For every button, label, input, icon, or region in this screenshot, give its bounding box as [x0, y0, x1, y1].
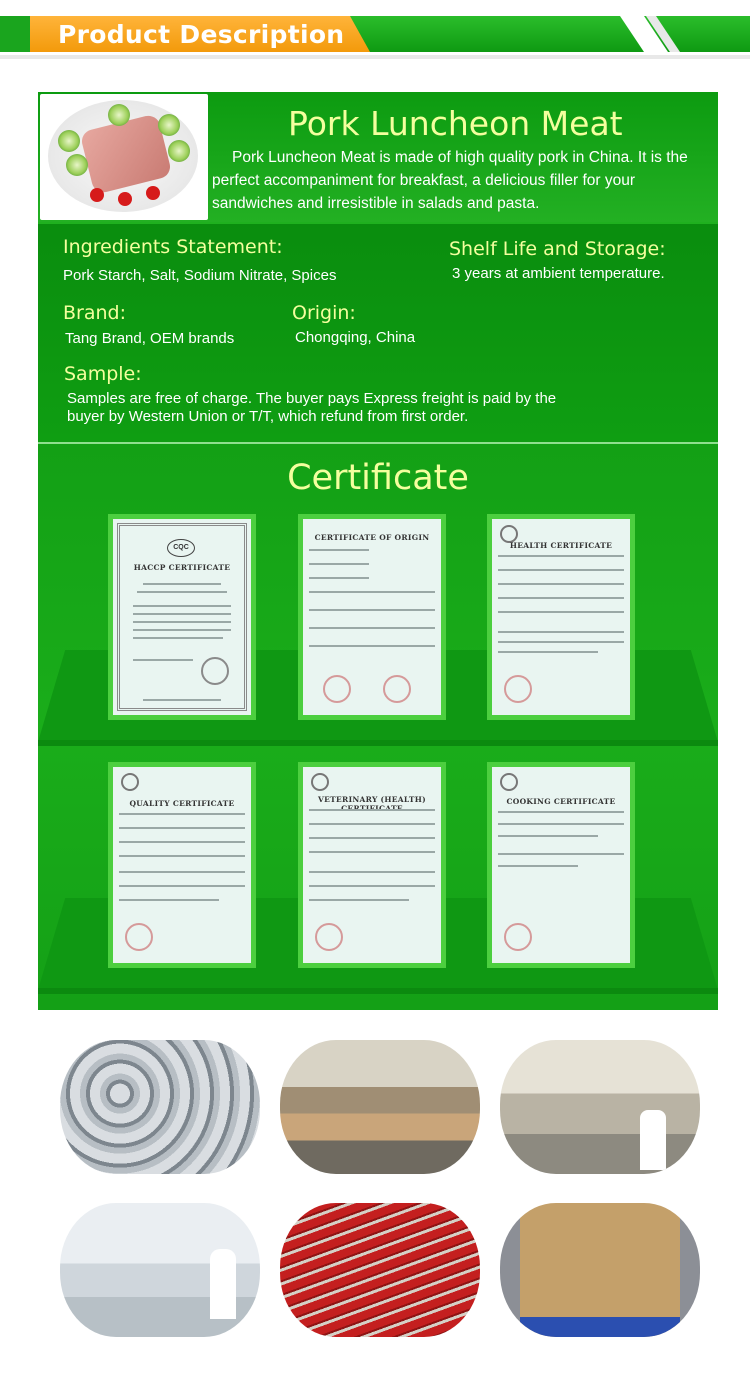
ingredients-heading: Ingredients Statement:: [63, 236, 283, 258]
emblem-icon: [311, 773, 329, 791]
text-line: [498, 853, 624, 855]
certificate-card[interactable]: [298, 762, 446, 968]
text-line: [498, 597, 624, 599]
text-line: [498, 835, 598, 837]
text-line: [133, 605, 231, 607]
certificate-heading: QUALITY CERTIFICATE: [129, 799, 235, 808]
text-line: [498, 631, 624, 633]
certificate-heading: COOKING CERTIFICATE: [506, 797, 616, 806]
text-line: [498, 641, 624, 643]
emblem-icon: [121, 773, 139, 791]
certificate-document: [303, 767, 441, 963]
text-line: [309, 809, 435, 811]
text-line: [309, 851, 435, 853]
cucumber-slice: [158, 114, 180, 136]
product-photo: [40, 94, 208, 220]
brand-heading: Brand:: [63, 302, 126, 324]
text-line: [119, 871, 245, 873]
text-line: [133, 613, 231, 615]
text-line: [309, 885, 435, 887]
text-line: [143, 583, 221, 585]
stamp-icon: [383, 675, 411, 703]
text-line: [133, 659, 193, 661]
text-line: [119, 899, 219, 901]
seal-icon: [201, 657, 229, 685]
certificate-card[interactable]: [487, 514, 635, 720]
sample-text: Samples are free of charge. The buyer pays Express freight is paid by the buyer by Western Union or T/T, which refund from first order.: [67, 390, 557, 425]
product-panel: [38, 92, 718, 1010]
certificate-document: [113, 767, 251, 963]
shelf-life-text: 3 years at ambient temperature.: [452, 265, 665, 282]
text-line: [309, 899, 409, 901]
text-line: [133, 621, 231, 623]
ingredients-text: Pork Starch, Salt, Sodium Nitrate, Spices: [63, 267, 337, 284]
factory-photo-cans: [60, 1040, 260, 1174]
text-line: [309, 549, 369, 551]
certificate-card[interactable]: [487, 762, 635, 968]
factory-photo-warehouse: [280, 1203, 480, 1337]
text-line: [133, 629, 231, 631]
stamp-icon: [315, 923, 343, 951]
shelf-edge: [38, 740, 718, 746]
cucumber-slice: [168, 140, 190, 162]
text-line: [498, 555, 624, 557]
shelf-life-heading: Shelf Life and Storage:: [449, 238, 666, 260]
text-line: [309, 591, 435, 593]
certificate-heading: HEALTH CERTIFICATE: [509, 541, 613, 550]
cqc-logo-icon: CQC: [167, 539, 195, 557]
tomato: [90, 188, 104, 202]
text-line: [498, 611, 624, 613]
certificate-heading: CERTIFICATE OF ORIGIN: [314, 533, 430, 542]
certificate-document: [113, 519, 251, 715]
factory-photo-container-loading: [500, 1203, 700, 1337]
text-line: [119, 827, 245, 829]
product-description: Pork Luncheon Meat is made of high quality pork in China. It is the perfect accompaniment for breakfast, a delicious filler for your sandwiches and irresistible in salads and pasta.: [212, 149, 688, 212]
text-line: [137, 591, 227, 593]
cucumber-slice: [66, 154, 88, 176]
origin-text: Chongqing, China: [295, 329, 416, 346]
text-line: [309, 871, 435, 873]
text-line: [498, 823, 624, 825]
text-line: [119, 885, 245, 887]
text-line: [309, 645, 435, 647]
tomato: [118, 192, 132, 206]
certificate-heading: HACCP CERTIFICATE: [133, 563, 231, 572]
text-line: [498, 865, 578, 867]
text-line: [133, 637, 223, 639]
text-line: [309, 837, 435, 839]
stamp-icon: [504, 923, 532, 951]
text-line: [309, 563, 369, 565]
plate-image: [48, 100, 198, 212]
text-line: [119, 841, 245, 843]
product-intro: [38, 92, 718, 222]
text-line: [309, 627, 435, 629]
certificate-document: [303, 519, 441, 715]
header-rule: [0, 55, 750, 59]
stamp-icon: [125, 923, 153, 951]
certificate-document: [492, 519, 630, 715]
emblem-icon: [500, 773, 518, 791]
tomato: [146, 186, 160, 200]
text-line: [309, 823, 435, 825]
factory-photo-laboratory: [60, 1203, 260, 1337]
factory-photo-workers: [500, 1040, 700, 1174]
origin-heading: Origin:: [292, 302, 356, 324]
certificate-document: [492, 767, 630, 963]
certificate-card[interactable]: [108, 762, 256, 968]
swoosh-icon: [610, 14, 690, 54]
brand-text: Tang Brand, OEM brands: [65, 330, 235, 347]
cucumber-slice: [58, 130, 80, 152]
text-line: [119, 855, 245, 857]
product-name: Pork Luncheon Meat: [288, 104, 623, 143]
text-line: [498, 651, 598, 653]
text-line: [309, 577, 369, 579]
stamp-icon: [323, 675, 351, 703]
factory-photo-production-line: [280, 1040, 480, 1174]
stamp-icon: [504, 675, 532, 703]
certificate-heading: VETERINARY (HEALTH): [318, 795, 426, 804]
certificate-card[interactable]: [108, 514, 256, 720]
text-line: [309, 609, 435, 611]
text-line: [119, 813, 245, 815]
header-tab-accent: [0, 16, 30, 52]
certificate-section: [38, 444, 718, 1010]
product-info: [38, 224, 718, 442]
section-title: Product Description: [58, 20, 345, 49]
page-header: [0, 0, 750, 62]
text-line: [498, 569, 624, 571]
certificate-title: Certificate: [287, 458, 469, 498]
text-line: [498, 583, 624, 585]
shelf-edge: [38, 988, 718, 994]
sample-heading: Sample:: [64, 363, 142, 385]
text-line: [143, 699, 221, 701]
certificate-card[interactable]: [298, 514, 446, 720]
cucumber-slice: [108, 104, 130, 126]
text-line: [498, 811, 624, 813]
